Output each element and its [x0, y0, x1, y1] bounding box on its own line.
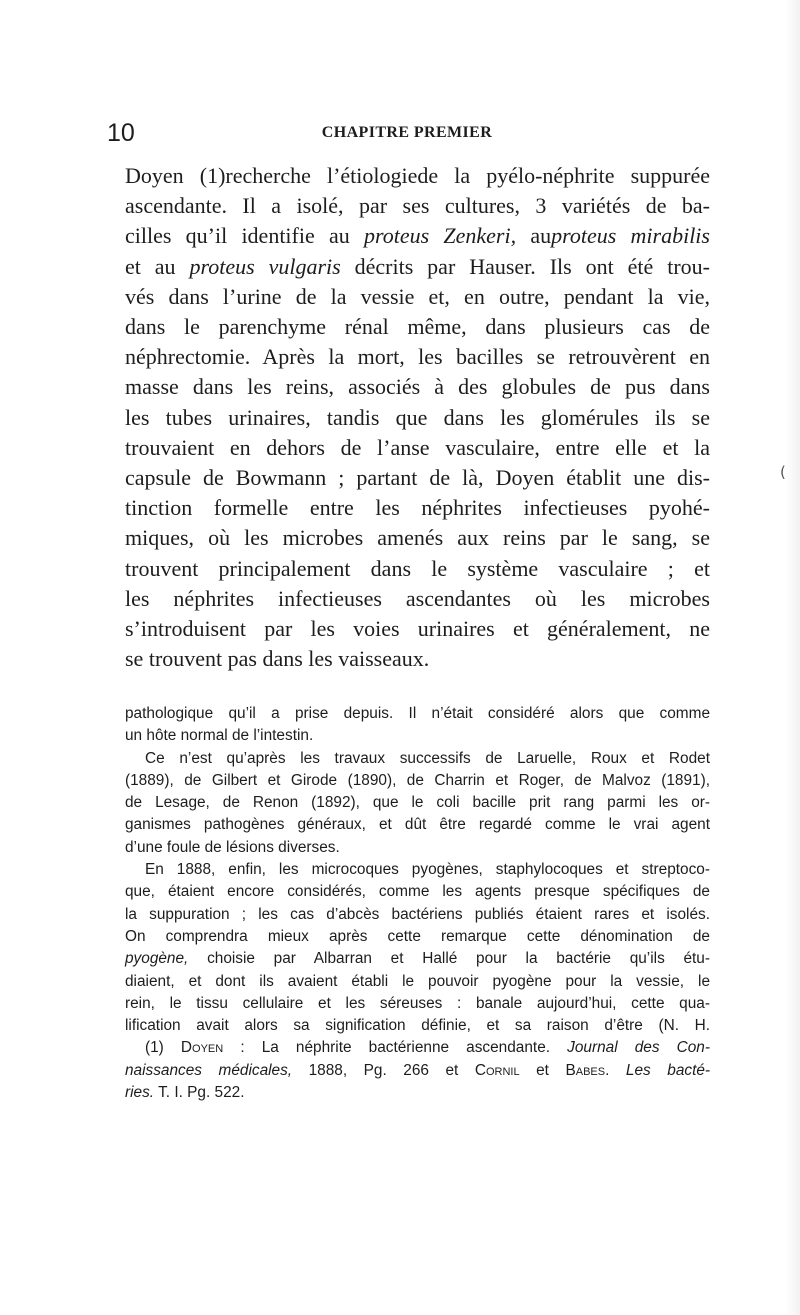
term-pyogene: pyogène,	[125, 950, 189, 968]
body-line: cilles qu’il identifie au proteus Zenkeri, auproteus mirabilis	[125, 223, 710, 249]
body-line: ascendante. Il a isolé, par ses cultures, 3 variétés de ba-	[125, 193, 710, 219]
body-line: et au proteus vulgaris décrits par Hauser. Ils ont été trou-	[125, 253, 710, 279]
body-line: vés dans l’urine de la vessie et, en outre, pendant la vie,	[125, 283, 710, 309]
page-edge-shadow	[786, 0, 800, 1315]
body-line: miques, où les microbes amenés aux reins par le sang, se	[125, 525, 710, 551]
footnote-line: rein, le tissu cellulaire et les séreuses : banale aujourd’hui, cette qua-	[125, 994, 710, 1012]
body-line: les tubes urinaires, tandis que dans les glomérules ils se	[125, 404, 710, 430]
footnote-line: ganismes pathogènes généraux, et dût être regardé comme le vrai agent	[125, 816, 710, 834]
running-title: CHAPITRE PREMIER	[321, 124, 493, 141]
footnote-line: En 1888, enfin, les microcoques pyogènes, staphylocoques et streptoco-	[145, 861, 710, 879]
footnote-block	[125, 703, 710, 1104]
body-line: s’introduisent par les voies urinaires et généralement, ne	[125, 616, 710, 642]
body-line: se trouvent pas dans les vaisseaux.	[125, 646, 430, 672]
footnote-citation-line: naissances médicales, 1888, Pg. 266 et Cornil et Babes. Les bacté-	[125, 1061, 711, 1079]
body-line: néphrectomie. Après la mort, les bacilles se retrouvèrent en	[125, 344, 710, 370]
margin-mark: (	[780, 463, 786, 481]
species-name: proteus vulgaris	[189, 253, 341, 279]
footnote-line: que, étaient encore considérés, comme les agents presque spécifiques de	[125, 883, 710, 901]
body-line: les néphrites infectieuses ascendantes où les microbes	[125, 585, 710, 611]
footnote-line: pyogène, choisie par Albarran et Hallé pour la bactérie qu’ils étu-	[125, 950, 710, 968]
footnote-line: pathologique qu’il a prise depuis. Il n’était considéré alors que comme	[125, 705, 710, 722]
body-line: trouvaient en dehors de l’anse vasculaire, entre elle et la	[125, 434, 710, 460]
footnote-line: (1889), de Gilbert et Girode (1890), de Charrin et Roger, de Malvoz (1891),	[125, 771, 710, 789]
footnote-citation-line: (1) Doyen : La néphrite bactérienne ascendante. Journal des Con-	[145, 1039, 710, 1057]
footnote-line: On comprendra mieux après cette remarque cette dénomination de	[125, 927, 710, 945]
body-line: masse dans les reins, associés à des globules de pus dans	[125, 374, 710, 400]
body-line: dans le parenchyme rénal même, dans plusieurs cas de	[125, 314, 710, 340]
book-title: Les bacté-	[625, 1061, 711, 1079]
page-header	[107, 118, 707, 148]
species-name: proteus mirabilis	[551, 223, 710, 249]
book-title: ries.	[125, 1084, 155, 1102]
main-body-text	[125, 161, 710, 674]
footnote-line: la suppuration ; les cas d’abcès bactériens publiés étaient rares et isolés.	[125, 905, 710, 923]
footnote-line: un hôte normal de l’intestin.	[125, 727, 314, 745]
footnote-line: Ce n’est qu’après les travaux successifs de Laruelle, Roux et Rodet	[145, 749, 710, 767]
page-number: 10	[107, 119, 135, 147]
author-cornil: Cornil	[474, 1061, 520, 1079]
author-doyen: Doyen	[180, 1039, 224, 1057]
body-line: trouvent principalement dans le système vasculaire ; et	[125, 555, 710, 581]
footnote-citation-line: ries. T. I. Pg. 522.	[125, 1084, 245, 1102]
footnote-line: lification avait alors sa signification définie, et sa raison d’être (N. H.	[125, 1017, 710, 1035]
author-babes: Babes	[565, 1061, 606, 1079]
footnote-line: d’une foule de lésions diverses.	[125, 838, 340, 856]
journal-title: naissances médicales,	[125, 1061, 293, 1079]
body-line: tinction formelle entre les néphrites infectieuses pyohé-	[125, 495, 710, 521]
species-name: proteus Zenkeri,	[363, 223, 517, 249]
footnote-line: de Lesage, de Renon (1892), que le coli bacille prit rang parmi les or-	[125, 794, 710, 812]
footnote-line: diaient, et dont ils avaient établi le pouvoir pyogène pour la vessie, le	[125, 972, 710, 990]
body-line: Doyen (1)recherche l’étiologiede la pyélo-néphrite suppurée	[125, 163, 710, 188]
journal-title: Journal des Con-	[567, 1039, 710, 1057]
body-line: capsule de Bowmann ; partant de là, Doyen établit une dis-	[125, 465, 710, 491]
